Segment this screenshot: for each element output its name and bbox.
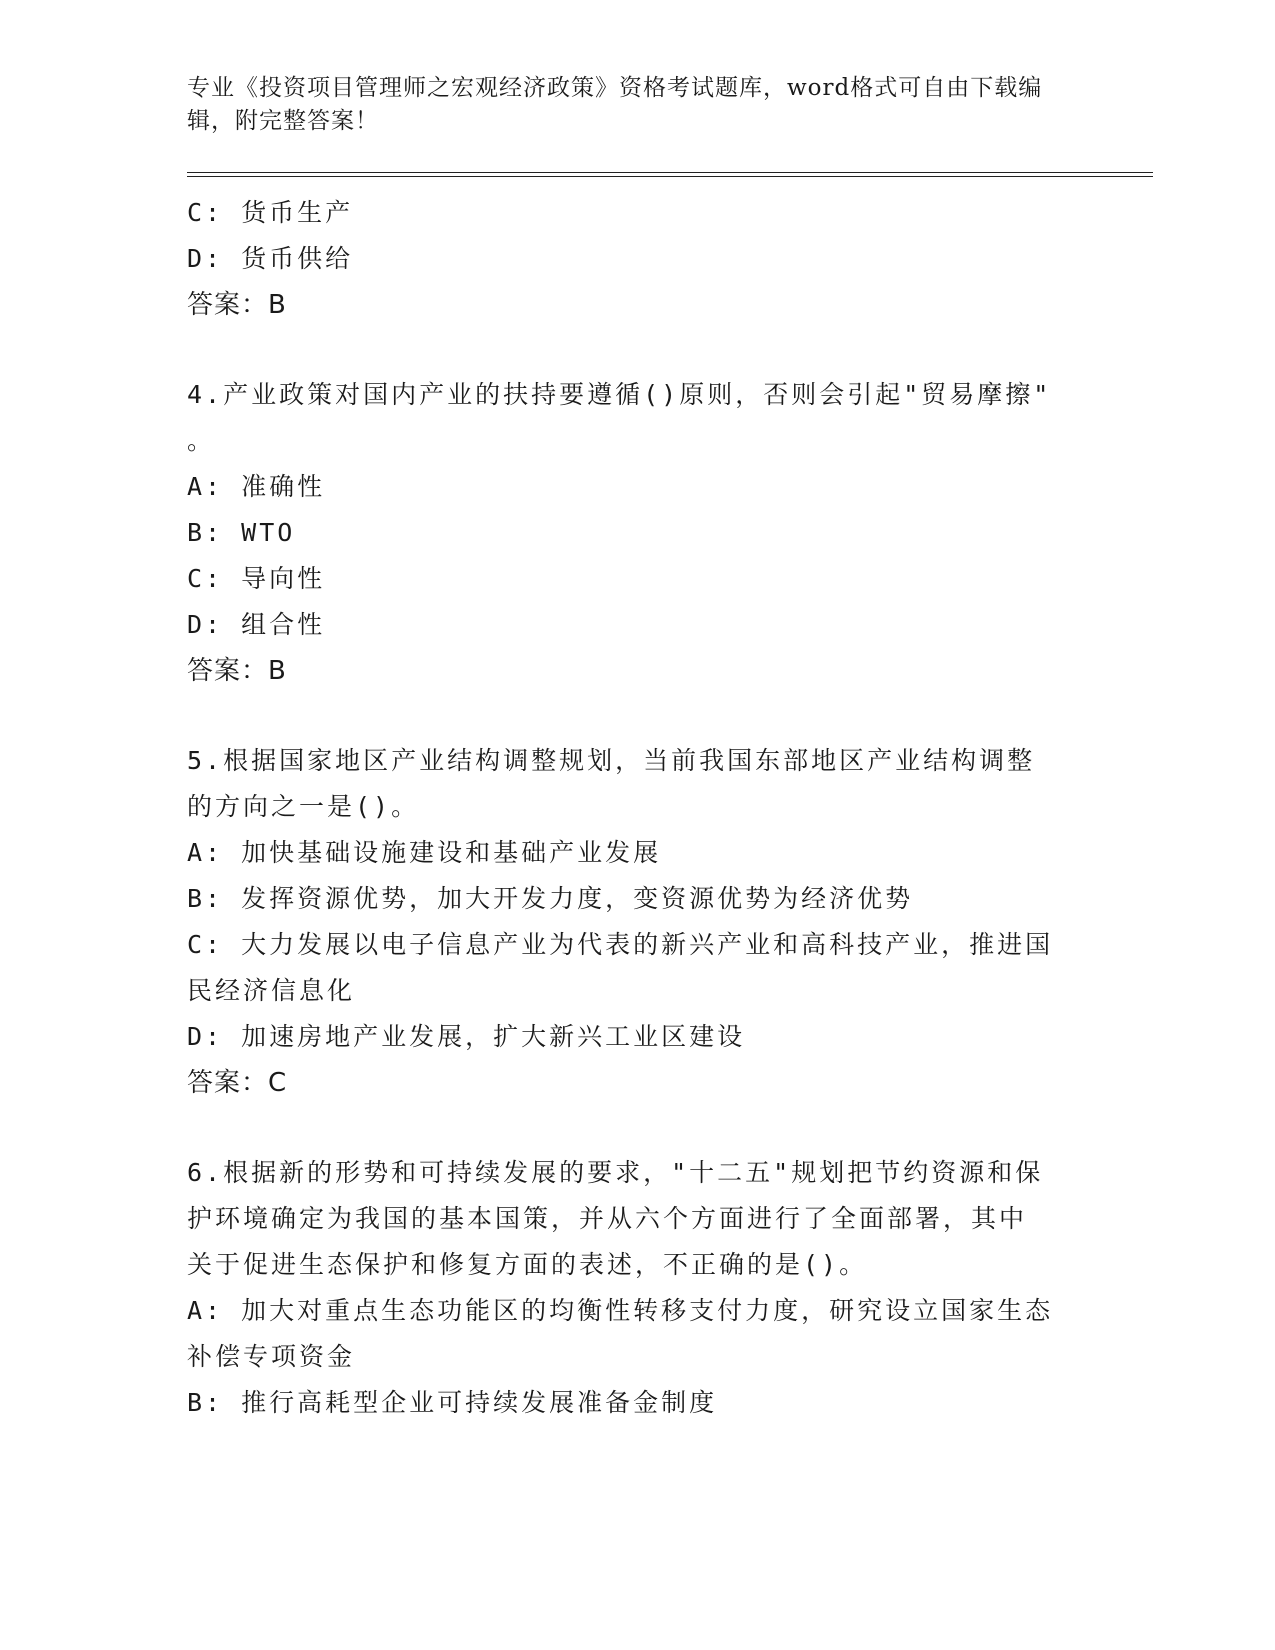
q4-stem-line-2: 。 (187, 426, 216, 455)
page-header (187, 72, 1067, 138)
q4-option-a: A: 准确性 (187, 472, 326, 501)
q5-option-c-line-2: 民经济信息化 (187, 976, 356, 1005)
q6-option-a-line-2: 补偿专项资金 (187, 1342, 356, 1371)
q5-option-b: B: 发挥资源优势，加大开发力度，变资源优势为经济优势 (187, 884, 914, 913)
q4-stem-line-1: 4.产业政策对国内产业的扶持要遵循()原则，否则会引起"贸易摩擦" (187, 380, 1052, 409)
spacer (187, 1106, 1087, 1150)
q5-stem-line-1: 5.根据国家地区产业结构调整规划，当前我国东部地区产业结构调整 (187, 746, 1036, 775)
q4-option-b: B: WTO (187, 518, 296, 547)
question-3-tail (187, 190, 1087, 328)
header-line-2: 辑，附完整答案！ (187, 108, 379, 134)
q3-option-c: C: 货币生产 (187, 198, 354, 227)
q5-stem-line-2: 的方向之一是()。 (187, 792, 420, 821)
q5-answer: 答案：C (187, 1068, 288, 1098)
q3-answer: 答案：B (187, 290, 287, 320)
q6-option-a-line-1: A: 加大对重点生态功能区的均衡性转移支付力度，研究设立国家生态 (187, 1296, 1054, 1325)
q4-option-d: D: 组合性 (187, 610, 326, 639)
q6-stem-line-2: 护环境确定为我国的基本国策，并从六个方面进行了全面部署，其中 (187, 1204, 1028, 1233)
q4-answer: 答案：B (187, 656, 287, 686)
question-5 (187, 738, 1087, 1106)
q5-option-c-line-1: C: 大力发展以电子信息产业为代表的新兴产业和高科技产业，推进国 (187, 930, 1054, 959)
header-line-1: 专业《投资项目管理师之宏观经济政策》资格考试题库，word格式可自由下载编 (187, 75, 1043, 101)
q3-option-d: D: 货币供给 (187, 244, 354, 273)
header-rule-top (187, 172, 1153, 173)
spacer (187, 328, 1087, 372)
q5-option-d: D: 加速房地产业发展，扩大新兴工业区建设 (187, 1022, 746, 1051)
question-6 (187, 1150, 1087, 1426)
question-content (187, 190, 1087, 1426)
header-rule-bottom (187, 176, 1153, 177)
question-4 (187, 372, 1087, 694)
q6-stem-line-3: 关于促进生态保护和修复方面的表述，不正确的是()。 (187, 1250, 868, 1279)
q4-option-c: C: 导向性 (187, 564, 326, 593)
spacer (187, 694, 1087, 738)
q5-option-a: A: 加快基础设施建设和基础产业发展 (187, 838, 662, 867)
q6-stem-line-1: 6.根据新的形势和可持续发展的要求，"十二五"规划把节约资源和保 (187, 1158, 1044, 1187)
q6-option-b: B: 推行高耗型企业可持续发展准备金制度 (187, 1388, 718, 1417)
